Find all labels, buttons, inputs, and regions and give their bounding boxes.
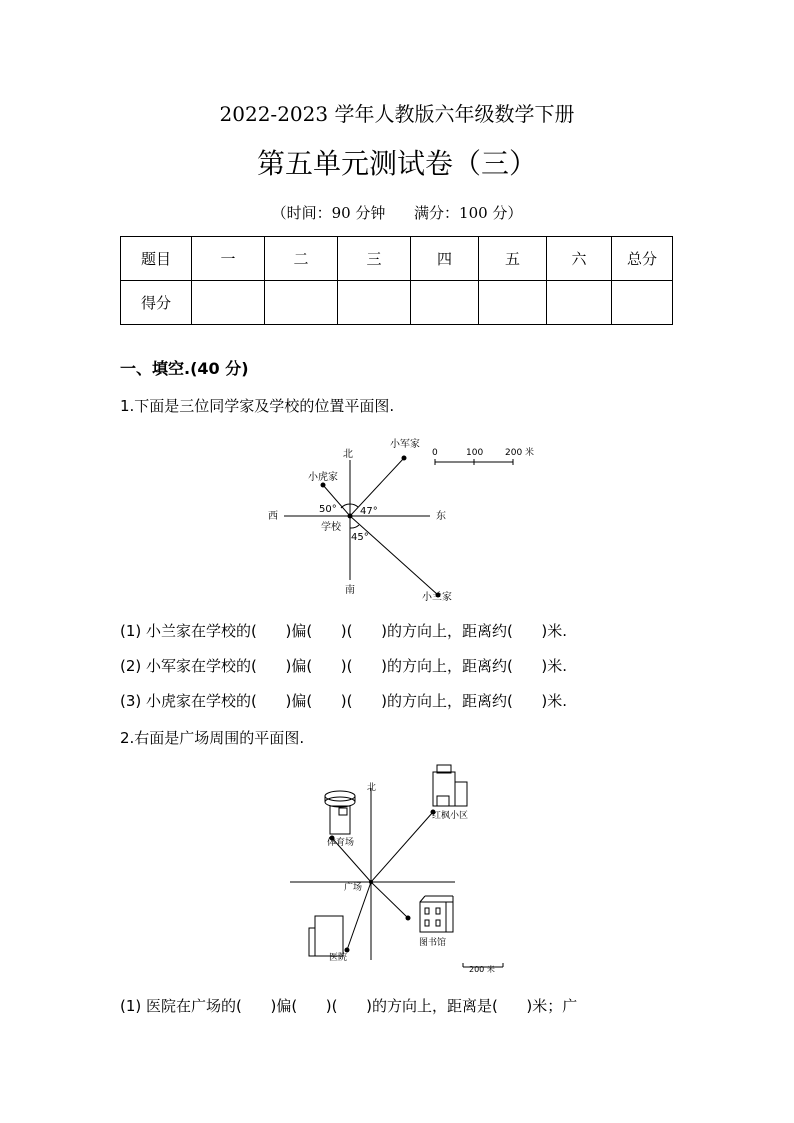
school-label: 学校 (321, 522, 341, 533)
scale-label: 200 米 (469, 965, 495, 974)
score-cell[interactable] (411, 281, 479, 325)
score-cell[interactable] (338, 281, 411, 325)
score-cell[interactable] (612, 281, 673, 325)
library-point (406, 916, 411, 921)
table-cell: 五 (479, 237, 547, 281)
xiaolan-label: 小兰家 (422, 592, 452, 603)
exam-title-line2: 第五单元测试卷（三） (256, 147, 537, 180)
table-cell: 题目 (121, 237, 192, 281)
south-label: 南 (345, 585, 355, 596)
table-cell: 六 (547, 237, 612, 281)
angle-xiaojun: 47° (360, 506, 378, 517)
score-cell[interactable] (265, 281, 338, 325)
north-label: 北 (367, 783, 377, 793)
table-cell: 一 (192, 237, 265, 281)
hongfeng-label: 红枫小区 (432, 811, 469, 821)
square-area-map (285, 760, 515, 980)
score-cell[interactable] (547, 281, 612, 325)
library-label: 图书馆 (419, 938, 447, 948)
hospital-label: 医院 (329, 953, 348, 963)
table-row (121, 237, 673, 281)
east-label: 东 (436, 511, 446, 522)
school-position-map (250, 430, 550, 610)
section-title: 一、填空.(40 分) (120, 359, 249, 378)
scale-100: 100 (466, 448, 484, 458)
exam-title-line1: 2022-2023 学年人教版六年级数学下册 (219, 102, 575, 126)
question-2-stem: 2.右面是广场周围的平面图. (120, 729, 305, 747)
angle-xiaohu: 50° (319, 504, 337, 515)
table-cell: 二 (265, 237, 338, 281)
xiaohu-home-point (321, 483, 326, 488)
question-1-stem: 1.下面是三位同学家及学校的位置平面图. (120, 397, 395, 415)
scale-0: 0 (432, 448, 438, 458)
table-cell: 总分 (612, 237, 673, 281)
xiaohu-label: 小虎家 (308, 472, 338, 483)
square-label: 广场 (344, 883, 363, 893)
table-cell: 得分 (121, 281, 192, 325)
angle-xiaolan: 45° (351, 532, 369, 543)
table-row (121, 281, 673, 325)
question-1-3: (3) 小虎家在学校的( )偏( )( )的方向上，距离约( )米. (120, 692, 568, 710)
score-cell[interactable] (192, 281, 265, 325)
table-cell: 四 (411, 237, 479, 281)
table-cell: 三 (338, 237, 411, 281)
question-2-1: (1) 医院在广场的( )偏( )( )的方向上，距离是( )米；广 (120, 997, 578, 1015)
xiaojun-label: 小军家 (390, 439, 420, 450)
score-cell[interactable] (479, 281, 547, 325)
hospital-point (345, 948, 350, 953)
west-label: 西 (268, 511, 278, 522)
stadium-label: 体育场 (327, 838, 355, 848)
north-label: 北 (343, 449, 353, 460)
question-1-2: (2) 小军家在学校的( )偏( )( )的方向上，距离约( )米. (120, 657, 568, 675)
score-table (120, 236, 673, 325)
scale-200: 200 米 (505, 448, 535, 458)
xiaojun-home-point (402, 456, 407, 461)
exam-time-score: （时间：90 分钟 满分：100 分） (271, 204, 523, 222)
question-1-1: (1) 小兰家在学校的( )偏( )( )的方向上，距离约( )米. (120, 622, 568, 640)
